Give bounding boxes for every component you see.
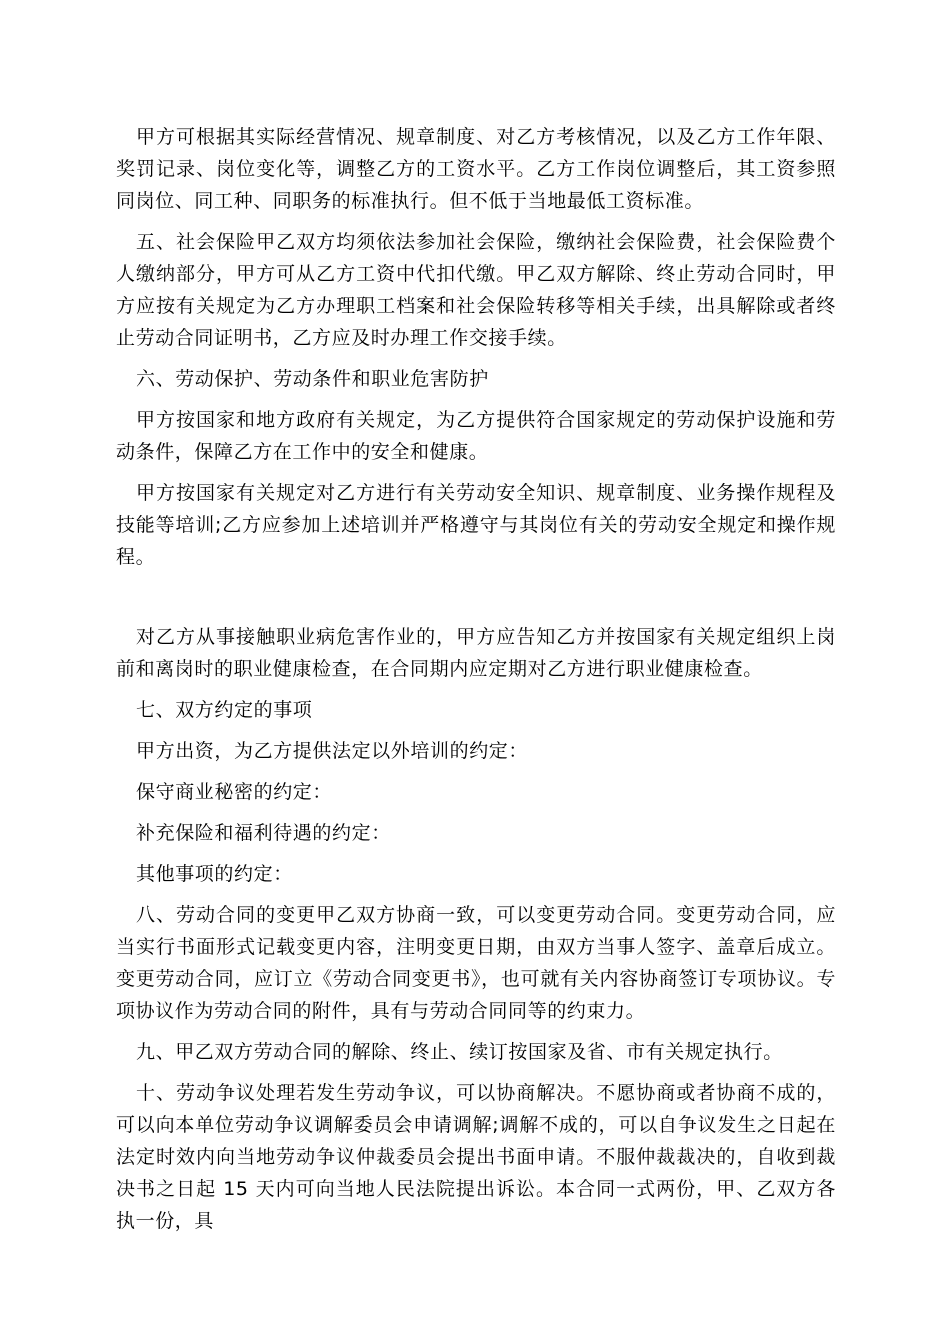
item-confidentiality-agreement: 保守商业秘密的约定：: [136, 781, 333, 803]
paragraph-salary-adjustment: 甲方可根据其实际经营情况、规章制度、对乙方考核情况，以及乙方工作年限、奖罚记录、岗位变化等，调整乙方的工资水平。乙方工作岗位调整后，其工资参照同岗位、同工种、同职务的标准执行。但不低于当地最低工资标准。: [116, 126, 836, 212]
paragraph-contract-termination: 九、甲乙双方劳动合同的解除、终止、续订按国家及省、市有关规定执行。: [136, 1041, 783, 1063]
paragraph-contract-amendment: 八、劳动合同的变更甲乙双方协商一致，可以变更劳动合同。变更劳动合同，应当实行书面形式记载变更内容，注明变更日期，由双方当事人签字、盖章后成立。变更劳动合同，应订立《劳动合同变更书》，也可就有关内容协商签订专项协议。专项协议作为劳动合同的附件，具有与劳动合同同等的约束力。: [116, 904, 836, 1022]
paragraph-dispute-resolution: 十、劳动争议处理若发生劳动争议，可以协商解决。不愿协商或者协商不成的，可以向本单位劳动争议调解委员会申请调解;调解不成的，可以自争议发生之日起在法定时效内向当地劳动争议仲裁委员会提出书面申请。不服仲裁裁决的，自收到裁决书之日起 15 天内可向当地人民法院提出诉讼。本合同一式两份，甲、乙双方各执一份，具: [116, 1082, 836, 1232]
heading-agreed-matters: 七、双方约定的事项: [136, 699, 313, 721]
item-insurance-welfare-agreement: 补充保险和福利待遇的约定：: [136, 822, 391, 844]
paragraph-health-check: 对乙方从事接触职业病危害作业的，甲方应告知乙方并按国家有关规定组织上岗前和离岗时的职业健康检查，在合同期内应定期对乙方进行职业健康检查。: [116, 626, 836, 680]
paragraph-protection-facilities: 甲方按国家和地方政府有关规定，为乙方提供符合国家规定的劳动保护设施和劳动条件，保障乙方在工作中的安全和健康。: [116, 409, 836, 463]
paragraph-safety-training: 甲方按国家有关规定对乙方进行有关劳动安全知识、规章制度、业务操作规程及技能等培训;乙方应参加上述培训并严格遵守与其岗位有关的劳动安全规定和操作规程。: [116, 482, 836, 568]
heading-labor-protection: 六、劳动保护、劳动条件和职业危害防护: [136, 368, 489, 390]
item-other-matters: 其他事项的约定：: [136, 863, 293, 885]
document-body: [116, 121, 836, 1237]
item-training-agreement: 甲方出资，为乙方提供法定以外培训的约定：: [136, 740, 529, 762]
paragraph-social-insurance: 五、社会保险甲乙双方均须依法参加社会保险，缴纳社会保险费，社会保险费个人缴纳部分，甲方可从乙方工资中代扣代缴。甲乙双方解除、终止劳动合同时，甲方应按有关规定为乙方办理职工档案和社会保险转移等相关手续，出具解除或者终止劳动合同证明书，乙方应及时办理工作交接手续。: [116, 231, 836, 349]
